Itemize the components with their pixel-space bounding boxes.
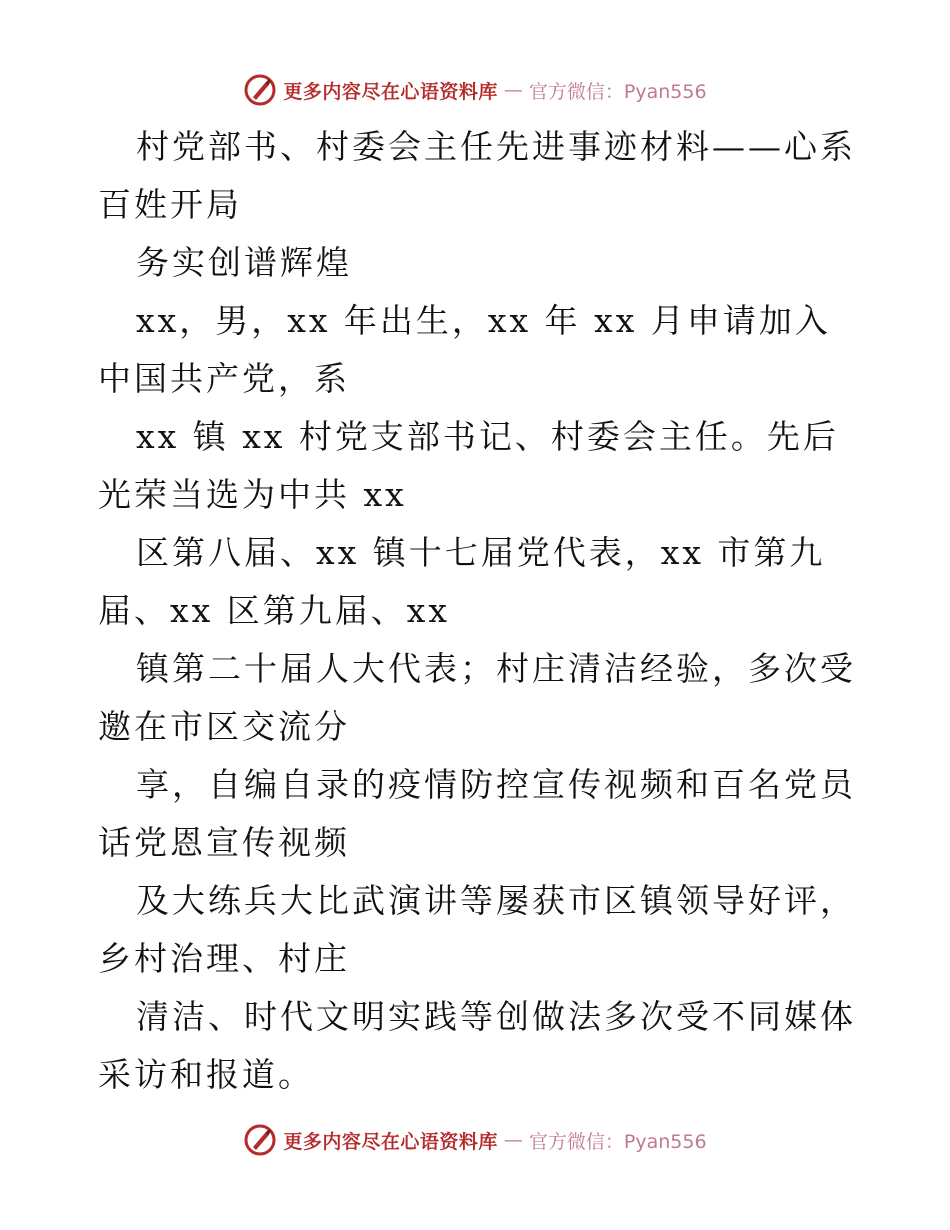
pen-logo-icon [243, 73, 277, 107]
header-watermark [0, 72, 950, 108]
footer-watermark [0, 1122, 950, 1158]
paragraph-6: 镇第二十届人大代表；村庄清洁经验，多次受邀在市区交流分 [98, 649, 856, 746]
paragraph-1: 村党部书、村委会主任先进事迹材料——心系百姓开局 [98, 127, 856, 224]
watermark-contact: 官方微信：Pyan556 [528, 80, 707, 103]
watermark-brand: 更多内容尽在心语资料库 [283, 1130, 498, 1153]
document-body [98, 118, 858, 1104]
watermark-separator: — [503, 79, 523, 101]
paragraph-5: 区第八届、xx 镇十七届党代表，xx 市第九届、xx 区第九届、xx [98, 533, 826, 630]
paragraph-8: 及大练兵大比武演讲等屡获市区镇领导好评，乡村治理、村庄 [98, 881, 856, 978]
watermark-brand: 更多内容尽在心语资料库 [283, 80, 498, 103]
watermark-separator: — [503, 1129, 523, 1151]
pen-logo-icon [243, 1123, 277, 1157]
paragraph-7: 享，自编自录的疫情防控宣传视频和百名党员话党恩宣传视频 [98, 765, 856, 862]
paragraph-4: xx 镇 xx 村党支部书记、村委会主任。先后光荣当选为中共 xx [98, 417, 839, 514]
paragraph-2: 务实创谱辉煌 [136, 243, 352, 282]
watermark-contact: 官方微信：Pyan556 [528, 1130, 707, 1153]
paragraph-9: 清洁、时代文明实践等创做法多次受不同媒体采访和报道。 [98, 997, 856, 1094]
paragraph-3: xx，男，xx 年出生，xx 年 xx 月申请加入中国共产党，系 [98, 301, 831, 398]
